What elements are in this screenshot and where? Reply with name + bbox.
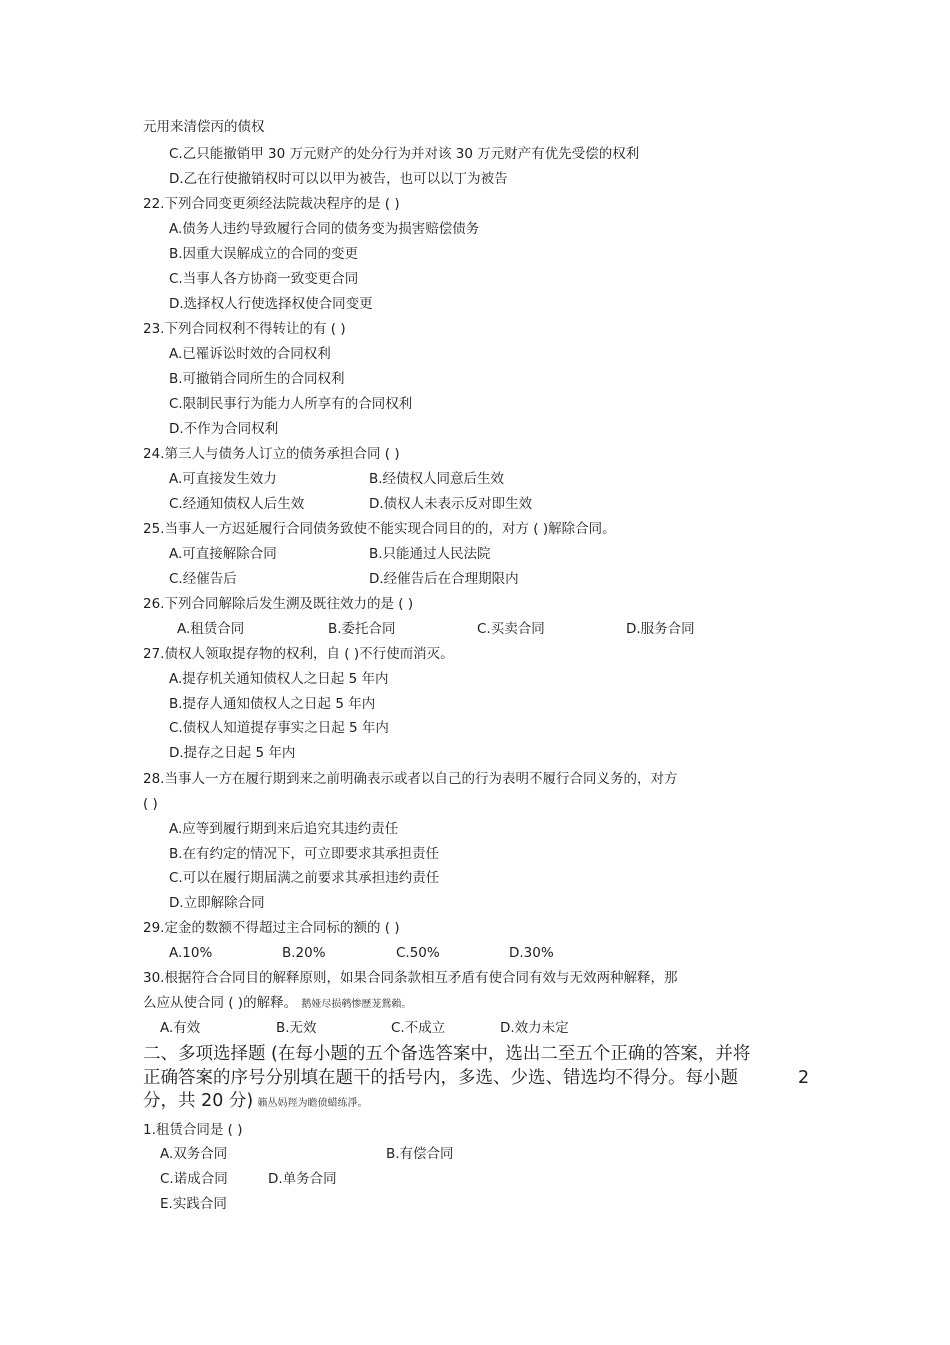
q24-option-d: D.债权人未表示反对即生效 (369, 496, 533, 512)
q30-stem-text: 么应从使合同 ( )的解释。 (143, 995, 298, 1011)
q22-option-b: B.因重大误解成立的合同的变更 (169, 246, 359, 262)
q24-option-a: A.可直接发生效力 (169, 471, 277, 487)
m1-option-a: A.双务合同 (160, 1146, 228, 1162)
q30-option-c: C.不成立 (391, 1020, 446, 1036)
q25-stem: 25.当事人一方迟延履行合同债务致使不能实现合同目的的，对方 ( )解除合同。 (143, 521, 616, 537)
q27-stem: 27.债权人领取提存物的权利，自 ( )不行使而消灭。 (143, 646, 454, 662)
m1-stem: 1.租赁合同是 ( ) (143, 1122, 243, 1138)
m1-option-d: D.单务合同 (268, 1171, 337, 1187)
q29-option-c: C.50% (396, 945, 440, 961)
q21-option-c: C.乙只能撤销甲 30 万元财产的处分行为并对该 30 万元财产有优先受偿的权利 (169, 146, 640, 162)
q29-option-b: B.20% (282, 945, 326, 961)
q21-continuation: 元用来清偿丙的债权 (143, 119, 265, 135)
q25-option-d: D.经催告后在合理期限内 (369, 571, 519, 587)
q28-option-d: D.立即解除合同 (169, 895, 265, 911)
q29-stem: 29.定金的数额不得超过主合同标的额的 ( ) (143, 920, 400, 936)
q21-option-d: D.乙在行使撤销权时可以以甲为被告，也可以以丁为被告 (169, 171, 508, 187)
q28-option-c: C.可以在履行期届满之前要求其承担违约责任 (169, 870, 440, 886)
q26-option-d: D.服务合同 (626, 621, 695, 637)
q24-option-c: C.经通知债权人后生效 (169, 496, 305, 512)
q24-stem: 24.第三人与债务人订立的债务承担合同 ( ) (143, 446, 400, 462)
q30-stem: 30.根据符合合同目的解释原则，如果合同条款相互矛盾有使合同有效与无效两种解释，那 (143, 970, 678, 986)
q30-noise-text: 鹅娅尽损鹌惨歷茏鴛賴。 (301, 999, 412, 1010)
q30-option-d: D.效力未定 (500, 1020, 569, 1036)
q25-option-c: C.经催告后 (169, 571, 237, 587)
section2-heading-line3 (143, 1092, 368, 1113)
m1-option-e: E.实践合同 (160, 1196, 227, 1212)
q30-option-a: A.有效 (160, 1020, 201, 1036)
q23-option-d: D.不作为合同权利 (169, 421, 279, 437)
section2-points-per-item: 2 (798, 1068, 810, 1088)
section2-heading-line1: 二、多项选择题 (在每小题的五个备选答案中，选出二至五个正确的答案，并将 (143, 1044, 751, 1064)
q26-option-c: C.买卖合同 (477, 621, 545, 637)
q25-option-b: B.只能通过人民法院 (369, 546, 491, 562)
q27-option-c: C.债权人知道提存事实之日起 5 年内 (169, 720, 389, 736)
section2-heading-line3-text: 分，共 20 分) (143, 1091, 254, 1111)
q22-option-c: C.当事人各方协商一致变更合同 (169, 271, 359, 287)
q27-option-d: D.提存之日起 5 年内 (169, 745, 296, 761)
q23-option-c: C.限制民事行为能力人所享有的合同权利 (169, 396, 413, 412)
section2-heading-line2: 正确答案的序号分别填在题干的括号内，多选、少选、错选均不得分。每小题 (143, 1068, 738, 1088)
q24-option-b: B.经债权人同意后生效 (369, 471, 505, 487)
q22-stem: 22.下列合同变更须经法院裁决程序的是 ( ) (143, 196, 400, 212)
q28-option-b: B.在有约定的情况下，可立即要求其承担责任 (169, 846, 440, 862)
q30-option-b: B.无效 (276, 1020, 317, 1036)
q28-stem-blank: ( ) (143, 796, 158, 812)
q26-option-b: B.委托合同 (328, 621, 396, 637)
q26-stem: 26.下列合同解除后发生溯及既往效力的是 ( ) (143, 596, 414, 612)
q28-option-a: A.应等到履行期到来后追究其违约责任 (169, 821, 399, 837)
q23-stem: 23.下列合同权利不得转让的有 ( ) (143, 321, 346, 337)
q23-option-a: A.已罹诉讼时效的合同权利 (169, 346, 331, 362)
q25-option-a: A.可直接解除合同 (169, 546, 277, 562)
q30-stem-continuation (143, 994, 411, 1014)
q22-option-a: A.债务人违约导致履行合同的债务变为损害赔偿债务 (169, 221, 480, 237)
q27-option-b: B.提存人通知债权人之日起 5 年内 (169, 696, 376, 712)
m1-option-b: B.有偿合同 (386, 1146, 454, 1162)
m1-option-c: C.诺成合同 (160, 1171, 228, 1187)
q23-option-b: B.可撤销合同所生的合同权利 (169, 371, 345, 387)
q28-stem: 28.当事人一方在履行期到来之前明确表示或者以自己的行为表明不履行合同义务的，对方 (143, 771, 678, 787)
q27-option-a: A.提存机关通知债权人之日起 5 年内 (169, 671, 389, 687)
section2-noise-text: 籟丛妈羥为瞻偾蜡练淨。 (257, 1098, 368, 1109)
q26-option-a: A.租赁合同 (177, 621, 245, 637)
q22-option-d: D.选择权人行使选择权使合同变更 (169, 296, 373, 312)
q29-option-d: D.30% (509, 945, 554, 961)
q29-option-a: A.10% (169, 945, 213, 961)
